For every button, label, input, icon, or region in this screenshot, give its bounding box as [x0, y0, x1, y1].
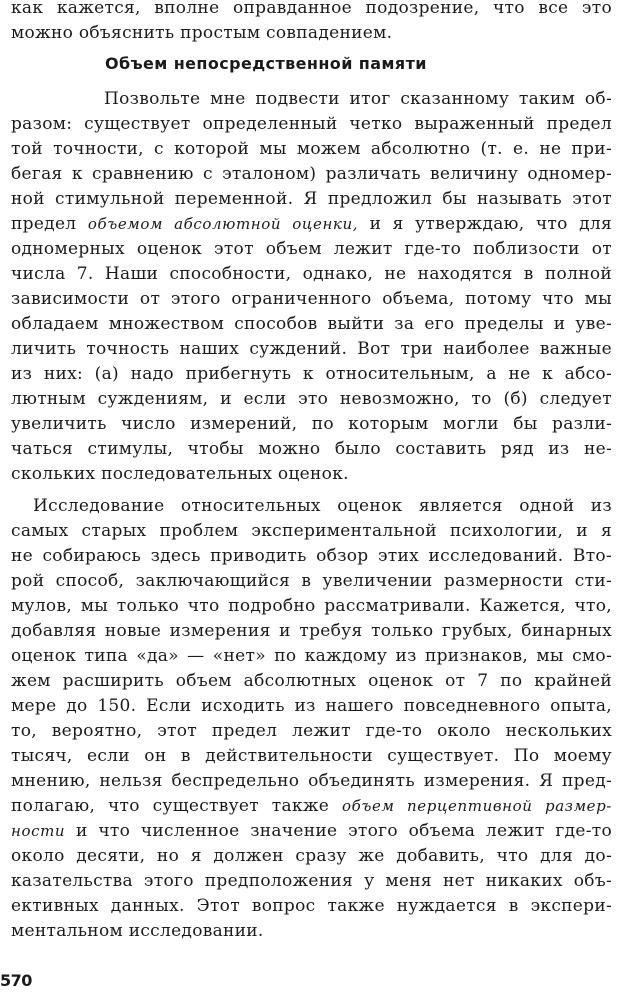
text-line: мнению, нельзя беспредельно объединять измерения. Я пред-	[11, 771, 612, 791]
text-span: и я утверждаю, что для	[369, 214, 612, 234]
text-line: тысяч, если он в действительности существует. По моему	[11, 746, 612, 766]
text-line: личить точность наших суждений. Вот три наиболее важные	[11, 339, 612, 359]
text-line-mixed	[11, 211, 612, 237]
text-span: и что численное значение этого объема лежит где-то	[75, 821, 612, 841]
text-line: то, вероятно, этот предел лежит где-то около нескольких	[11, 721, 612, 741]
text-line: обладаем множеством способов выйти за его пределы и уве-	[11, 314, 612, 334]
text-line: ментальном исследовании.	[11, 921, 264, 941]
text-line: из них: (а) надо прибегнуть к относительным, а не к абсо-	[11, 364, 612, 384]
text-line: той точности, с которой мы можем абсолютно (т. е. не при-	[11, 139, 612, 159]
text-line: Исследование относительных оценок является одной из	[33, 496, 612, 516]
text-line: зависимости от этого ограниченного объема, потому что мы	[11, 289, 612, 309]
text-line: лютным суждениям, и если это невозможно, то (б) следует	[11, 389, 612, 409]
text-line: скольких последовательных оценок.	[11, 464, 349, 484]
text-line: числа 7. Наши способности, однако, не находятся в полной	[11, 264, 612, 284]
text-line: можно объяснить простым совпадением.	[11, 23, 393, 43]
text-span: полагаю, что существует также	[11, 796, 330, 816]
text-line: около десяти, но я должен сразу же добавить, что для до-	[11, 846, 612, 866]
text-line: ективных данных. Этот вопрос также нуждается в экспери-	[11, 896, 612, 916]
italic-term: объем перцептивной размер-	[342, 797, 612, 815]
text-line: увеличить число измерений, по которым могли бы разли-	[11, 414, 612, 434]
text-line: разом: существует определенный четко выраженный предел	[11, 114, 612, 134]
italic-term: ности	[11, 822, 66, 840]
text-line: рой способ, заключающийся в увеличении размерности сти-	[11, 571, 612, 591]
text-line-mixed	[11, 818, 612, 844]
text-line: бегая к сравнению с эталоном) различать величину одномер-	[11, 164, 612, 184]
text-line: добавляя новые измерения и требуя только грубых, бинарных	[11, 621, 612, 641]
text-line: жем расширить объем абсолютных оценок от 7 по крайней	[11, 671, 612, 691]
text-line: мере до 150. Если исходить из нашего повседневного опыта,	[11, 696, 612, 716]
italic-term: объемом абсолютной оценки,	[87, 215, 359, 233]
section-heading: Объем непосредственной памяти	[105, 54, 427, 73]
text-line: самых старых проблем экспериментальной психологии, и я	[11, 521, 612, 541]
text-line: оценок типа «да» — «нет» по каждому из признаков, мы смо-	[11, 646, 612, 666]
text-line: чаться стимулы, чтобы можно было составить ряд из не-	[11, 439, 612, 459]
text-line: одномерных оценок этот объем лежит где-то поблизости от	[11, 239, 612, 259]
text-line: мулов, мы только что подробно рассматривали. Кажется, что,	[11, 596, 612, 616]
text-line: Позвольте мне подвести итог сказанному таким об-	[104, 89, 612, 109]
text-line-mixed	[11, 793, 612, 819]
page-number: 570	[0, 971, 32, 990]
text-line: казательства этого предположения у меня нет никаких объ-	[11, 871, 612, 891]
text-span: предел	[11, 214, 77, 234]
text-line: ной стимульной переменной. Я предложил бы называть этот	[11, 189, 612, 209]
text-line: как кажется, вполне оправданное подозрение, что все это	[11, 0, 612, 18]
text-line: не собираюсь здесь приводить обзор этих исследований. Вто-	[11, 546, 612, 566]
